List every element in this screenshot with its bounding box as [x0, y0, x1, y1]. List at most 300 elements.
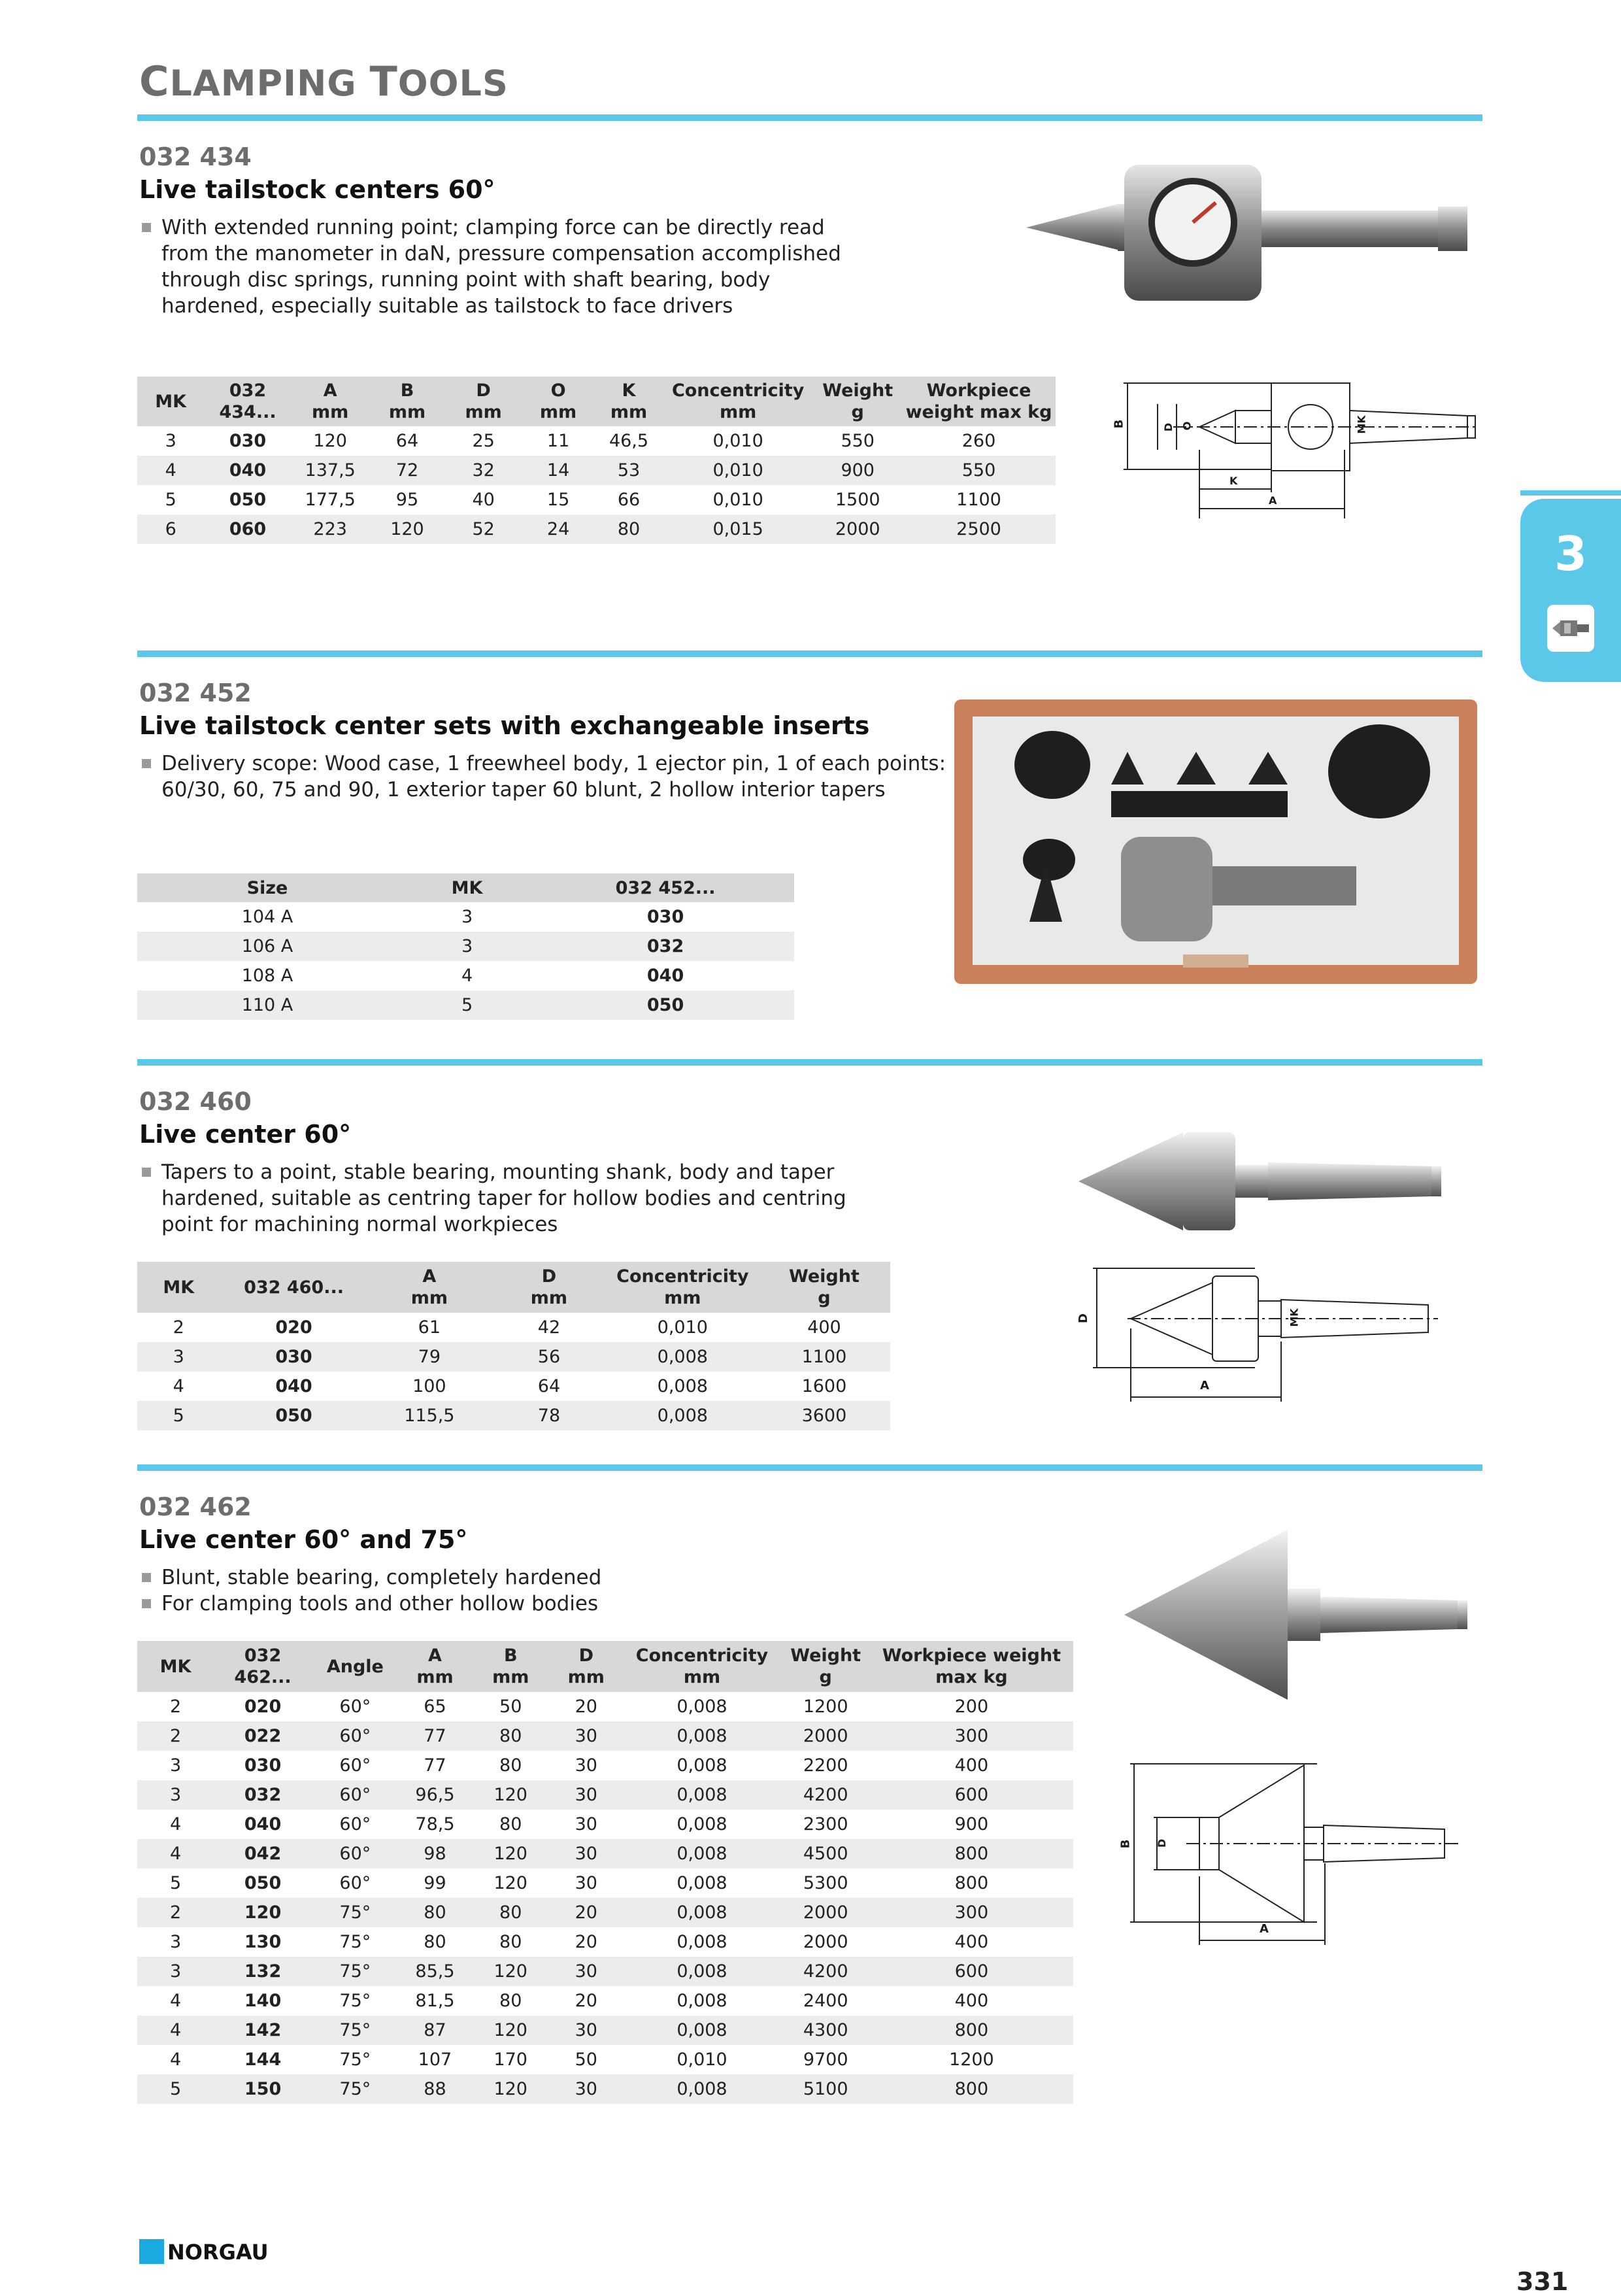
table-cell: 144	[244, 2050, 282, 2070]
s2-spec-table	[137, 873, 794, 1020]
table-cell: 1200	[803, 1697, 848, 1717]
table-cell: 120	[471, 1780, 550, 1810]
table-cell: 96,5	[399, 1780, 472, 1810]
col-header: MK	[137, 1641, 214, 1692]
section-rule	[137, 1059, 1482, 1066]
table-cell: 0,008	[622, 2016, 781, 2045]
table-cell: 030	[646, 907, 684, 927]
table-cell: 40	[472, 490, 495, 510]
col-header: A mm	[292, 377, 369, 426]
table-cell: 120	[493, 1873, 527, 1893]
table-cell: 20	[575, 1991, 597, 2011]
table-cell: 64	[537, 1376, 561, 1396]
col-header: 032 434...	[204, 377, 291, 426]
table-cell: 1600	[801, 1376, 847, 1396]
table-cell: 2	[169, 1697, 182, 1717]
table-cell: 5	[137, 1401, 220, 1430]
dim-k-label: K	[1229, 475, 1238, 487]
table-cell: 79	[368, 1342, 492, 1372]
table-cell: 0,008	[677, 1697, 727, 1717]
table-row	[137, 1751, 1073, 1780]
table-cell: 50	[575, 2050, 597, 2070]
table-cell: 30	[550, 1721, 622, 1751]
table-cell: 0,008	[622, 1898, 781, 1927]
col-header: Angle	[312, 1641, 399, 1692]
table-cell: 56	[491, 1342, 607, 1372]
table-cell: 72	[369, 456, 446, 485]
s2-product-photo	[954, 700, 1477, 984]
col-header: MK	[137, 377, 204, 426]
table-cell: 042	[214, 1839, 312, 1868]
s1-product-photo	[1020, 157, 1490, 320]
table-cell: 0,008	[607, 1342, 758, 1372]
table-cell: 60°	[312, 1721, 399, 1751]
dim-d-label: D	[1156, 1838, 1169, 1848]
col-header: Weight g	[782, 1641, 870, 1692]
table-row	[137, 1839, 1073, 1868]
table-cell: 900	[813, 456, 902, 485]
table-cell: 104 A	[241, 907, 293, 927]
table-cell: 3	[137, 1342, 220, 1372]
table-cell: 2500	[902, 515, 1056, 544]
table-cell: 260	[961, 431, 996, 451]
table-cell: 0,010	[712, 431, 763, 451]
table-cell: 88	[399, 2074, 472, 2104]
table-cell: 60°	[312, 1780, 399, 1810]
table-cell: 022	[214, 1721, 312, 1751]
s2-table-header-row	[137, 873, 794, 902]
table-cell: 46,5	[609, 431, 649, 451]
table-row	[137, 456, 1056, 485]
col-header: 032 462...	[214, 1641, 312, 1692]
table-cell: 80	[399, 1898, 472, 1927]
table-cell: 020	[244, 1697, 282, 1717]
table-cell: 800	[870, 2016, 1073, 2045]
s1-spec-table	[137, 377, 1056, 544]
s1-description	[141, 214, 860, 319]
table-cell: 0,010	[663, 456, 814, 485]
table-cell: 85,5	[399, 1957, 472, 1986]
table-row	[137, 1868, 1073, 1898]
s2-code: 032 452	[139, 679, 252, 707]
col-header: Concentricity mm	[663, 377, 814, 426]
table-cell: 3	[461, 907, 473, 927]
table-cell: 0,008	[677, 1991, 727, 2011]
table-cell: 800	[870, 1839, 1073, 1868]
table-cell: 81,5	[415, 1991, 455, 2011]
table-cell: 30	[575, 1873, 597, 1893]
table-row	[137, 1898, 1073, 1927]
col-header: Weight g	[758, 1262, 890, 1313]
table-cell: 0,010	[712, 490, 763, 510]
col-header: 032 460...	[220, 1262, 368, 1313]
table-cell: 66	[617, 490, 641, 510]
table-row	[137, 1721, 1073, 1751]
table-cell: 600	[870, 1780, 1073, 1810]
table-cell: 4	[137, 456, 204, 485]
table-cell: 2000	[782, 1898, 870, 1927]
table-cell: 50	[499, 1697, 522, 1717]
section-rule	[137, 650, 1482, 657]
col-header: D mm	[491, 1262, 607, 1313]
table-cell: 30	[550, 2074, 622, 2104]
table-cell: 223	[292, 515, 369, 544]
s3-table-header-row	[137, 1262, 890, 1313]
table-cell: 98	[399, 1839, 472, 1868]
table-cell: 3	[397, 932, 537, 961]
table-cell: 3	[169, 1932, 182, 1952]
dim-a-label: A	[1269, 494, 1277, 507]
table-cell: 120	[471, 1839, 550, 1868]
table-cell: 4	[137, 1839, 214, 1868]
table-cell: 115,5	[368, 1401, 492, 1430]
table-cell: 1500	[835, 490, 880, 510]
s1-bullet: With extended running point; clamping force can be directly read from the manometer in daN, pressure compensation accomplished through disc springs, running point with shaft bearing, body hardened, especially suitable as tailstock to face drivers	[141, 214, 860, 319]
table-cell: 5	[137, 2074, 214, 2104]
table-row	[137, 2016, 1073, 2045]
table-cell: 20	[575, 1932, 597, 1952]
table-cell: 3	[169, 1755, 182, 1776]
table-cell: 0,008	[677, 1873, 727, 1893]
table-cell: 65	[424, 1697, 446, 1717]
s1-code: 032 434	[139, 143, 252, 171]
table-cell: 400	[954, 1991, 989, 2011]
table-cell: 78	[491, 1401, 607, 1430]
table-cell: 2	[173, 1317, 184, 1338]
table-row	[137, 485, 1056, 515]
table-cell: 5300	[803, 1873, 848, 1893]
table-cell: 32	[445, 456, 522, 485]
table-cell: 53	[595, 456, 663, 485]
col-header: Concentricity mm	[607, 1262, 758, 1313]
table-cell: 60°	[339, 1697, 371, 1717]
page-number: 331	[1516, 2267, 1569, 2296]
col-header: O mm	[522, 377, 595, 426]
table-cell: 120	[313, 431, 347, 451]
table-cell: 032	[214, 1780, 312, 1810]
table-cell: 61	[418, 1317, 441, 1338]
table-cell: 60°	[312, 1839, 399, 1868]
s3-spec-table	[137, 1262, 890, 1430]
table-cell: 106 A	[137, 932, 397, 961]
table-cell: 1200	[949, 2050, 994, 2070]
table-row	[137, 1927, 1073, 1957]
table-cell: 4	[461, 966, 473, 986]
col-header: MK	[397, 873, 537, 902]
table-cell: 80	[424, 1932, 446, 1952]
table-cell: 80	[471, 1721, 550, 1751]
table-cell: 99	[424, 1873, 446, 1893]
table-cell: 142	[214, 2016, 312, 2045]
s3-product-photo	[1072, 1126, 1445, 1234]
table-cell: 11	[546, 431, 570, 451]
table-cell: 040	[275, 1376, 312, 1396]
table-cell: 9700	[803, 2050, 848, 2070]
table-row	[137, 2045, 1073, 2074]
table-cell: 040	[204, 456, 291, 485]
section-rule	[137, 1464, 1482, 1471]
table-cell: 2000	[813, 515, 902, 544]
table-cell: 0,008	[677, 1755, 727, 1776]
dim-b-label: B	[1118, 1839, 1133, 1849]
table-cell: 030	[220, 1342, 368, 1372]
table-cell: 87	[399, 2016, 472, 2045]
table-cell: 137,5	[292, 456, 369, 485]
table-cell: 800	[954, 1873, 989, 1893]
col-header: B mm	[471, 1641, 550, 1692]
table-cell: 0,010	[677, 2050, 727, 2070]
table-cell: 30	[575, 1755, 597, 1776]
table-cell: 77	[424, 1755, 446, 1776]
table-cell: 80	[499, 1991, 522, 2011]
page-title: CLAMPING TOOLS	[139, 58, 509, 105]
table-row	[137, 426, 1056, 456]
table-cell: 4500	[782, 1839, 870, 1868]
table-cell: 0,008	[622, 2074, 781, 2104]
dim-a-label: A	[1200, 1379, 1209, 1393]
table-cell: 80	[499, 1755, 522, 1776]
table-cell: 25	[472, 431, 495, 451]
table-row	[137, 1692, 1073, 1721]
table-cell: 040	[646, 966, 684, 986]
table-row	[137, 1342, 890, 1372]
header-rule	[137, 114, 1482, 121]
table-row	[137, 1372, 890, 1401]
s4-spec-table	[137, 1641, 1073, 2104]
table-cell: 120	[471, 2016, 550, 2045]
table-cell: 5	[169, 1873, 182, 1893]
table-cell: 52	[445, 515, 522, 544]
table-cell: 050	[537, 990, 794, 1020]
table-cell: 30	[550, 2016, 622, 2045]
s4-bullet-2: For clamping tools and other hollow bodies	[141, 1591, 860, 1617]
table-cell: 900	[954, 1814, 989, 1834]
table-cell: 5	[165, 490, 176, 510]
table-cell: 1100	[758, 1342, 890, 1372]
col-header: A mm	[399, 1641, 472, 1692]
table-cell: 4	[169, 2050, 182, 2070]
table-cell: 400	[954, 1932, 989, 1952]
table-cell: 77	[399, 1721, 472, 1751]
col-header: Weight g	[813, 377, 902, 426]
table-cell: 80	[595, 515, 663, 544]
table-row	[137, 902, 794, 932]
table-cell: 60°	[339, 1814, 371, 1834]
col-header: 032 452...	[537, 873, 794, 902]
col-header: MK	[137, 1262, 220, 1313]
col-header: D mm	[445, 377, 522, 426]
table-row	[137, 515, 1056, 544]
norgau-logo-mark	[139, 2239, 164, 2264]
table-cell: 060	[204, 515, 291, 544]
table-cell: 108 A	[241, 966, 293, 986]
table-cell: 100	[412, 1376, 446, 1396]
table-cell: 2	[137, 1898, 214, 1927]
table-cell: 75°	[312, 1898, 399, 1927]
table-cell: 0,015	[663, 515, 814, 544]
dim-d-label: D	[1076, 1313, 1090, 1323]
s1-table-header-row	[137, 377, 1056, 426]
s3-description	[141, 1159, 892, 1238]
table-cell: 130	[244, 1932, 282, 1952]
table-cell: 150	[214, 2074, 312, 2104]
table-row	[137, 1986, 1073, 2016]
table-cell: 75°	[312, 2016, 399, 2045]
table-cell: 75°	[339, 2050, 371, 2070]
table-cell: 30	[550, 1839, 622, 1868]
table-cell: 2	[137, 1721, 214, 1751]
s3-code: 032 460	[139, 1087, 252, 1116]
table-cell: 200	[954, 1697, 989, 1717]
table-cell: 177,5	[305, 490, 356, 510]
table-cell: 0,008	[677, 1932, 727, 1952]
table-cell: 20	[550, 1898, 622, 1927]
col-header: Concentricity mm	[622, 1641, 781, 1692]
table-cell: 5	[397, 990, 537, 1020]
table-cell: 107	[418, 2050, 452, 2070]
table-cell: 0,008	[677, 1814, 727, 1834]
table-cell: 120	[214, 1898, 312, 1927]
s3-bullet: Tapers to a point, stable bearing, mounting shank, body and taper hardened, suitable as centring taper for hollow bodies and centring point for machining normal workpieces	[141, 1159, 892, 1238]
table-cell: 400	[954, 1755, 989, 1776]
table-cell: 0,008	[622, 1839, 781, 1868]
col-header: K mm	[595, 377, 663, 426]
table-cell: 020	[275, 1317, 312, 1338]
table-cell: 050	[220, 1401, 368, 1430]
table-row	[137, 1957, 1073, 1986]
col-header: Size	[137, 873, 397, 902]
table-cell: 42	[537, 1317, 561, 1338]
chapter-number: 3	[1554, 526, 1588, 581]
table-cell: 030	[229, 431, 267, 451]
s1-title: Live tailstock centers 60°	[139, 175, 495, 204]
table-cell: 15	[546, 490, 570, 510]
table-cell: 60°	[339, 1755, 371, 1776]
table-cell: 0,008	[622, 1721, 781, 1751]
s4-title: Live center 60° and 75°	[139, 1525, 468, 1554]
table-cell: 95	[395, 490, 419, 510]
table-cell: 75°	[312, 2074, 399, 2104]
table-row	[137, 1810, 1073, 1839]
s1-technical-drawing	[1114, 378, 1480, 522]
table-cell: 60°	[339, 1873, 371, 1893]
table-cell: 75°	[339, 1932, 371, 1952]
table-row	[137, 1313, 890, 1342]
table-cell: 75°	[339, 1991, 371, 2011]
col-header: B mm	[369, 377, 446, 426]
table-row	[137, 990, 794, 1020]
table-cell: 4	[169, 1814, 182, 1834]
table-cell: 170	[493, 2050, 527, 2070]
table-cell: 120	[471, 2074, 550, 2104]
table-cell: 5100	[782, 2074, 870, 2104]
table-cell: 400	[807, 1317, 841, 1338]
s4-description	[141, 1564, 860, 1617]
dim-b-label: B	[1112, 419, 1126, 429]
table-cell: 040	[244, 1814, 282, 1834]
table-cell: 80	[499, 1932, 522, 1952]
table-cell: 030	[244, 1755, 282, 1776]
table-cell: 3	[137, 1957, 214, 1986]
table-cell: 4	[173, 1376, 184, 1396]
table-cell: 14	[522, 456, 595, 485]
s4-technical-drawing	[1118, 1759, 1477, 1948]
table-row	[137, 961, 794, 990]
table-cell: 3600	[758, 1401, 890, 1430]
s2-description	[141, 751, 977, 803]
s4-bullet-1: Blunt, stable bearing, completely hardened	[141, 1564, 860, 1591]
table-cell: 30	[550, 1957, 622, 1986]
table-cell: 132	[214, 1957, 312, 1986]
table-cell: 75°	[312, 1957, 399, 1986]
table-cell: 110 A	[137, 990, 397, 1020]
table-cell: 4	[137, 2016, 214, 2045]
s2-title: Live tailstock center sets with exchangeable inserts	[139, 711, 870, 740]
dim-mk-label: MK	[1355, 415, 1368, 434]
table-cell: 20	[575, 1697, 597, 1717]
table-cell: 4200	[782, 1957, 870, 1986]
table-cell: 0,008	[622, 1780, 781, 1810]
table-cell: 300	[870, 1721, 1073, 1751]
col-header: A mm	[368, 1262, 492, 1313]
table-cell: 4200	[782, 1780, 870, 1810]
table-cell: 78,5	[415, 1814, 455, 1834]
dim-o-label: O	[1180, 421, 1194, 431]
table-cell: 050	[229, 490, 267, 510]
table-cell: 550	[902, 456, 1056, 485]
col-header: Workpiece weight max kg	[902, 377, 1056, 426]
table-cell: 050	[244, 1873, 282, 1893]
table-cell: 30	[550, 1780, 622, 1810]
table-cell: 0,008	[607, 1401, 758, 1430]
table-cell: 80	[471, 1898, 550, 1927]
table-cell: 2300	[803, 1814, 848, 1834]
col-header: D mm	[550, 1641, 622, 1692]
table-cell: 4300	[782, 2016, 870, 2045]
table-cell: 0,008	[622, 1957, 781, 1986]
table-cell: 2000	[803, 1932, 848, 1952]
table-cell: 30	[575, 1814, 597, 1834]
table-cell: 3	[137, 1780, 214, 1810]
table-cell: 800	[870, 2074, 1073, 2104]
table-cell: 24	[522, 515, 595, 544]
table-row	[137, 1401, 890, 1430]
dim-a-label: A	[1260, 1922, 1269, 1936]
side-tab-top-line	[1520, 490, 1621, 496]
table-cell: 120	[471, 1957, 550, 1986]
s2-bullet: Delivery scope: Wood case, 1 freewheel body, 1 ejector pin, 1 of each points: 60/30, 60, 75 and 90, 1 exterior taper 60 blunt, 2 hollow interior tapers	[141, 751, 977, 803]
table-cell: 80	[499, 1814, 522, 1834]
table-cell: 1100	[956, 490, 1001, 510]
table-cell: 032	[537, 932, 794, 961]
table-cell: 120	[369, 515, 446, 544]
table-row	[137, 932, 794, 961]
table-cell: 140	[244, 1991, 282, 2011]
table-cell: 2200	[803, 1755, 848, 1776]
table-cell: 550	[841, 431, 875, 451]
dim-d-label: D	[1162, 422, 1175, 432]
col-header: Workpiece weight max kg	[870, 1641, 1073, 1692]
table-row	[137, 2074, 1073, 2104]
table-cell: 4	[169, 1991, 182, 2011]
table-row	[137, 1780, 1073, 1810]
dim-mk-label: MK	[1288, 1308, 1301, 1327]
table-cell: 0,008	[657, 1376, 708, 1396]
table-cell: 2400	[803, 1991, 848, 2011]
s4-table-header-row	[137, 1641, 1073, 1692]
brand-logo-text: NORGAU	[167, 2240, 269, 2265]
table-cell: 300	[870, 1898, 1073, 1927]
